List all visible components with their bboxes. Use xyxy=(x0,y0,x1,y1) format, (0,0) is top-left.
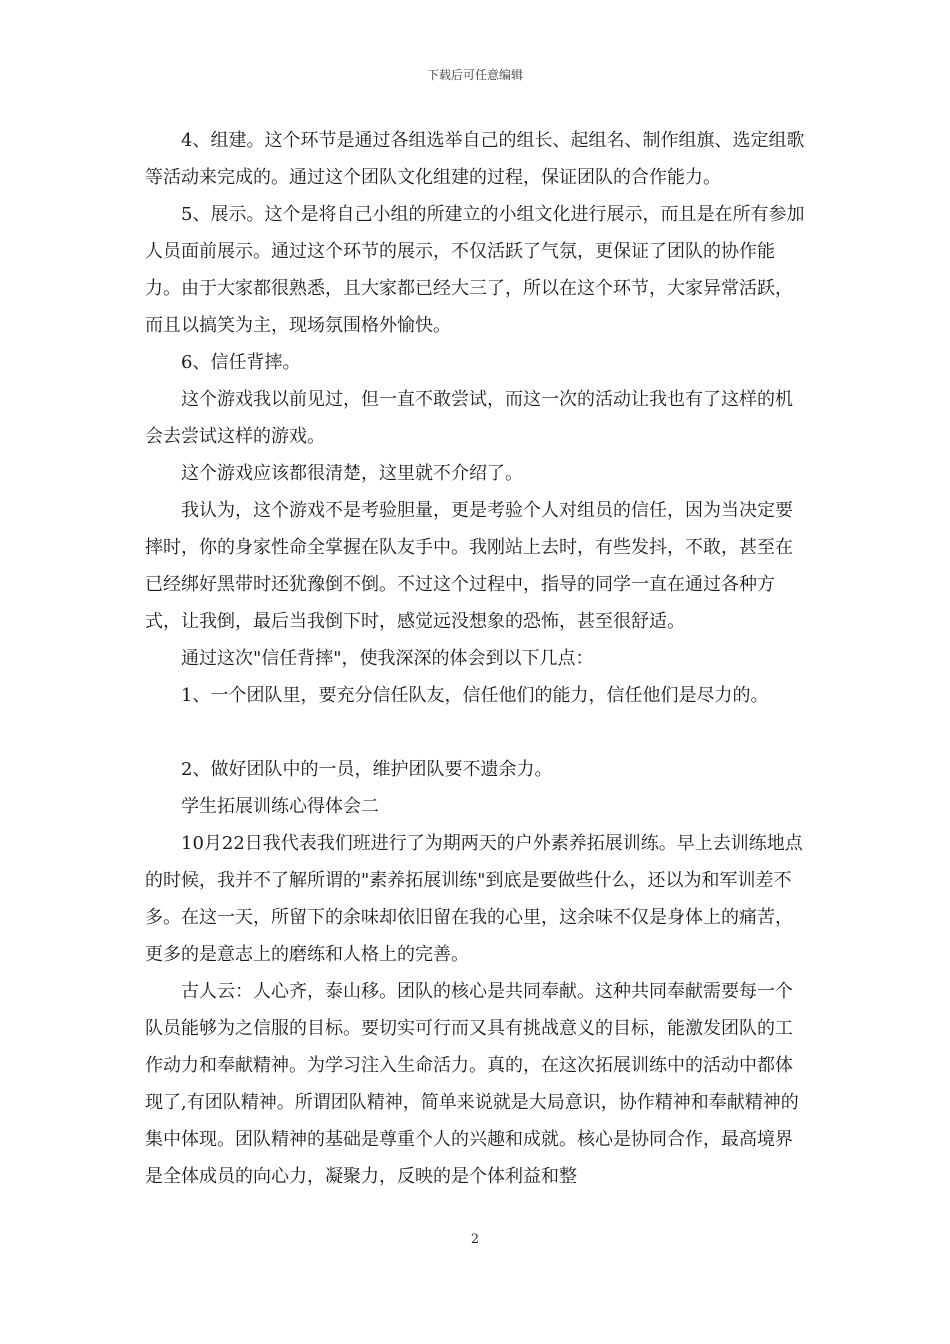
paragraph: 10月22日我代表我们班进行了为期两天的户外素养拓展训练。早上去训练地点的时候，我并不了解所谓的"素养拓展训练"到底是要做些什么，还以为和军训差不多。在这一天，所留下的余味却依旧留在我的心里，这余味不仅是身体上的痛苦，更多的是意志上的磨练和人格上的完善。 xyxy=(145,833,803,965)
paragraph: 这个游戏我以前见过，但一直不敢尝试，而这一次的活动让我也有了这样的机会去尝试这样的游戏。 xyxy=(145,389,793,447)
section-heading: 学生拓展训练心得体会二 xyxy=(181,796,379,817)
paragraph-step-4: 4、组建。这个环节是通过各组选举自己的组长、起组名、制作组旗、选定组歌等活动来完成的。通过这个团队文化组建的过程，保证团队的合作能力。 xyxy=(145,130,805,188)
list-item: 1、一个团队里，要充分信任队友，信任他们的能力，信任他们是尽力的。 xyxy=(181,685,769,706)
paragraph: 我认为，这个游戏不是考验胆量，更是考验个人对组员的信任，因为当决定要摔时，你的身家性命全掌握在队友手中。我刚站上去时，有些发抖，不敢，甚至在已经绑好黑带时还犹豫倒不倒。不过这个过程中，指导的同学一直在通过各种方式，让我倒，最后当我倒下时，感觉远没想象的恐怖，甚至很舒适。 xyxy=(145,500,793,632)
paragraph-step-5: 5、展示。这个是将自己小组的所建立的小组文化进行展示，而且是在所有参加人员面前展示。通过这个环节的展示，不仅活跃了气氛，更保证了团队的协作能力。由于大家都很熟悉，且大家都已经大三了，所以在这个环节，大家异常活跃，而且以搞笑为主，现场氛围格外愉快。 xyxy=(145,204,805,336)
page-header: 下载后可任意编辑 xyxy=(426,68,523,82)
list-item: 2、做好团队中的一员，维护团队要不遗余力。 xyxy=(181,759,553,780)
paragraph-step-6: 6、信任背摔。 xyxy=(181,352,301,373)
paragraph: 这个游戏应该都很清楚，这里就不介绍了。 xyxy=(181,463,523,484)
paragraph: 古人云：人心齐，泰山移。团队的核心是共同奉献。这种共同奉献需要每一个队员能够为之信服的目标。要切实可行而又具有挑战意义的目标，能激发团队的工作动力和奉献精神。为学习注入生命活力。真的，在这次拓展训练中的活动中都体现了,有团队精神。所谓团队精神，简单来说就是大局意识，协作精神和奉献精神的集中体现。团队精神的基础是尊重个人的兴趣和成就。核心是协同合作，最高境界是全体成员的向心力，凝聚力，反映的是个体利益和整 xyxy=(145,981,799,1187)
paragraph: 通过这次"信任背摔"，使我深深的体会到以下几点： xyxy=(181,648,594,669)
document-body xyxy=(145,122,810,1195)
page-number: 2 xyxy=(470,1232,480,1247)
